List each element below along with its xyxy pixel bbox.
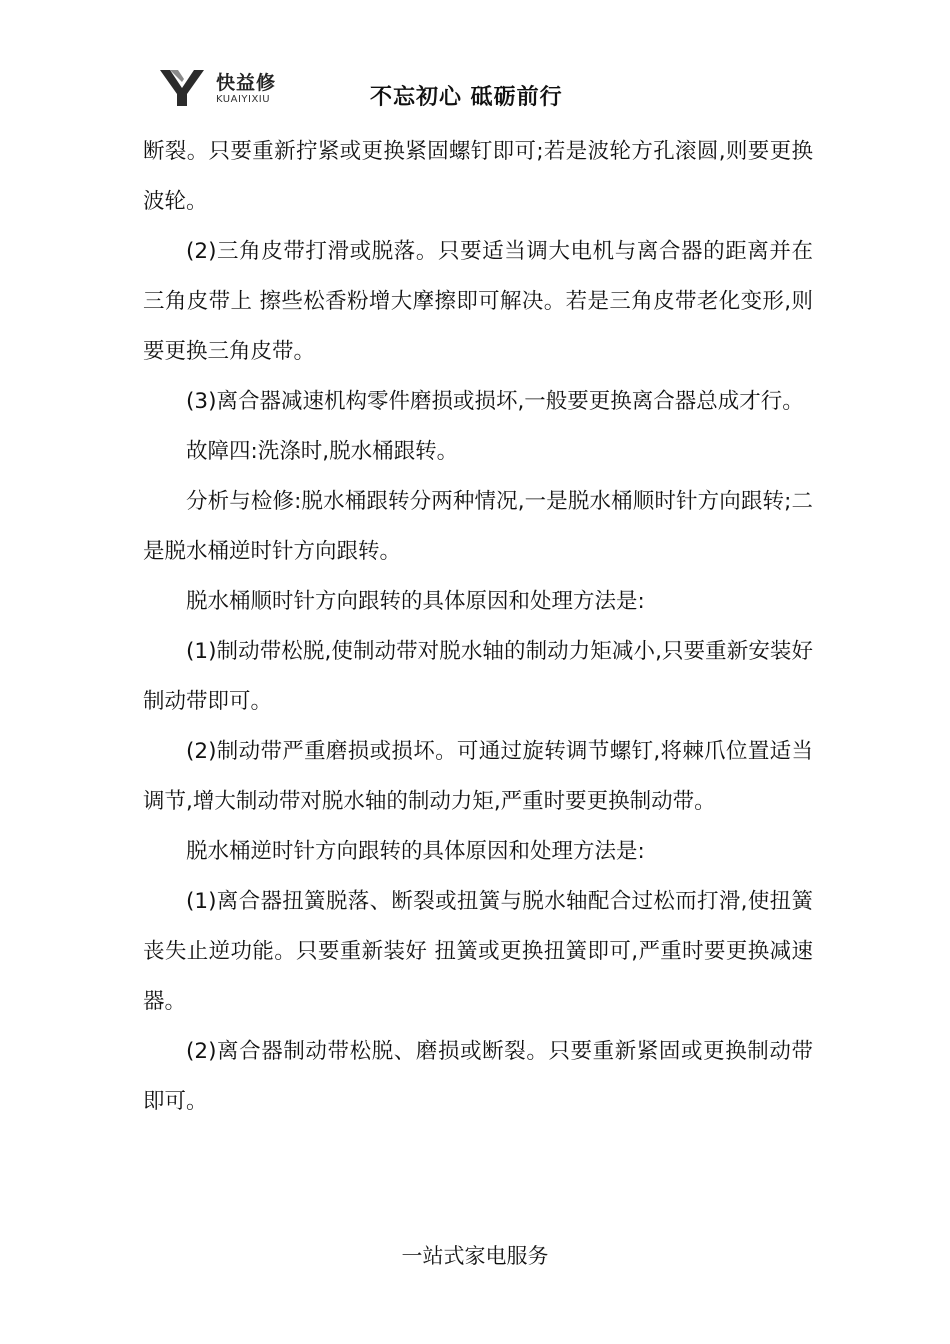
logo-text-cn: 快益修 [216,72,277,94]
header-slogan: 不忘初心 砥砺前行 [370,85,563,110]
paragraph: (3)离合器减速机构零件磨损或损坏,一般要更换离合器总成才行。 [186,389,804,414]
paragraph: (2)三角皮带打滑或脱落。只要适当调大电机与离合器的距离并在三角皮带上 擦些松香粉增大摩擦即可解决。若是三角皮带老化变形,则要更换三角皮带。 [143,239,813,364]
paragraph: (2)离合器制动带松脱、磨损或断裂。只要重新紧固或更换制动带即可。 [143,1039,813,1114]
paragraph: (1)制动带松脱,使制动带对脱水轴的制动力矩减小,只要重新安装好制动带即可。 [143,639,813,714]
paragraph: 脱水桶逆时针方向跟转的具体原因和处理方法是: [186,839,645,864]
logo [158,66,288,112]
paragraph: 脱水桶顺时针方向跟转的具体原因和处理方法是: [186,589,645,614]
paragraph: (2)制动带严重磨损或损坏。可通过旋转调节螺钉,将棘爪位置适当调节,增大制动带对脱水轴的制动力矩,严重时要更换制动带。 [143,739,813,814]
paragraph: 断裂。只要重新拧紧或更换紧固螺钉即可;若是波轮方孔滚圆,则要更换波轮。 [143,139,813,214]
logo-y-icon [158,68,206,108]
paragraph: 分析与检修:脱水桶跟转分两种情况,一是脱水桶顺时针方向跟转;二是脱水桶逆时针方向跟转。 [143,489,813,564]
paragraph: (1)离合器扭簧脱落、断裂或扭簧与脱水轴配合过松而打滑,使扭簧丧失止逆功能。只要重新装好 扭簧或更换扭簧即可,严重时要更换减速器。 [143,889,813,1014]
document-body [143,127,813,1127]
page-footer: 一站式家电服务 [401,1244,549,1268]
paragraph: 故障四:洗涤时,脱水桶跟转。 [186,439,459,464]
logo-text-en: KUAIYIXIU [216,94,271,105]
